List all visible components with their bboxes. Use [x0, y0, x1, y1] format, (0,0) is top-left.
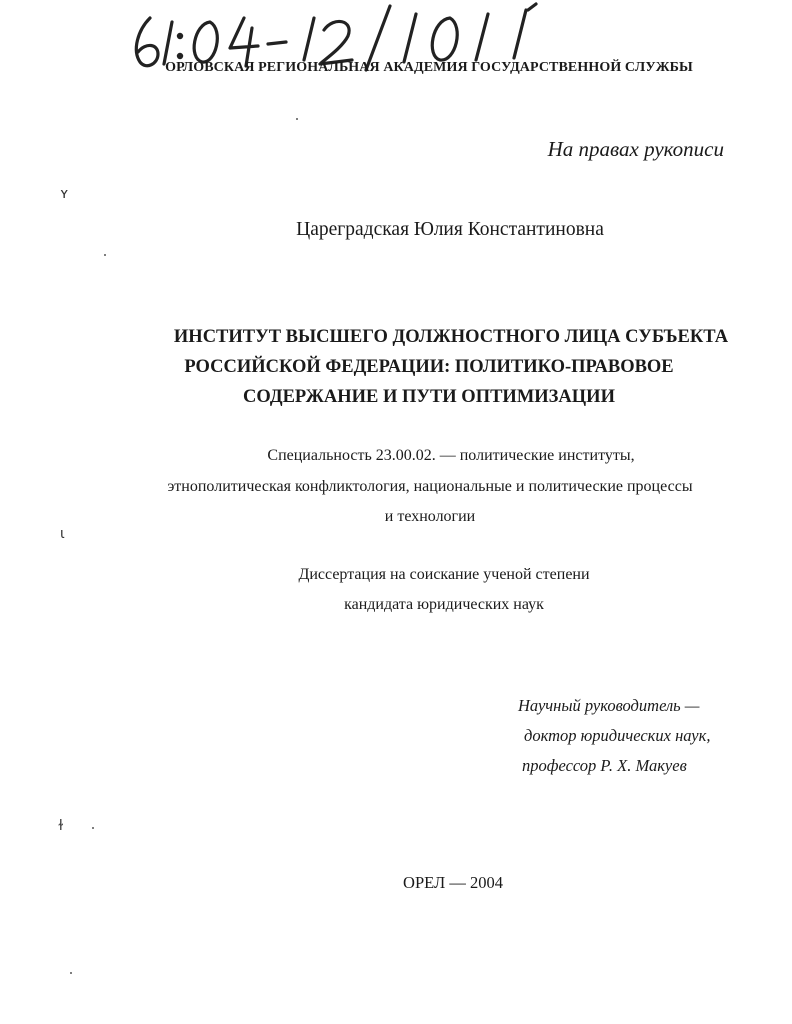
scan-speck: [104, 254, 106, 256]
scan-speck: [92, 827, 94, 829]
advisor-line-3: профессор Р. Х. Макуев: [522, 756, 687, 775]
margin-mark-icon: ɫ: [58, 818, 64, 834]
city-year-footer: ОРЕЛ — 2004: [403, 873, 503, 892]
title-line-2: РОССИЙСКОЙ ФЕДЕРАЦИИ: ПОЛИТИКО-ПРАВОВОЕ: [184, 357, 674, 377]
specialty-line-3: и технологии: [384, 508, 476, 525]
margin-mark-icon: ʏ: [60, 186, 69, 202]
title-line-3: СОДЕРЖАНИЕ И ПУТИ ОПТИМИЗАЦИИ: [243, 387, 615, 407]
dissertation-line-1: Диссертация на соискание ученой степени: [298, 566, 590, 583]
margin-mark-icon: ɩ: [60, 526, 65, 542]
advisor-line-1: Научный руководитель —: [518, 696, 700, 715]
title-line-1: ИНСТИТУТ ВЫСШЕГО ДОЛЖНОСТНОГО ЛИЦА СУБЪЕКТА: [173, 327, 729, 347]
scan-speck: [70, 972, 72, 974]
dissertation-line-2: кандидата юридических наук: [344, 596, 544, 613]
specialty-line-2: этнополитическая конфликтология, национальные и политические процессы: [167, 478, 693, 495]
rights-notice: На правах рукописи: [547, 137, 724, 161]
specialty-line-1: Специальность 23.00.02. — политические институты,: [267, 447, 635, 464]
author-name: Цареградская Юлия Константиновна: [296, 219, 604, 240]
organization-name: ОРЛОВСКАЯ РЕГИОНАЛЬНАЯ АКАДЕМИЯ ГОСУДАРСТВЕННОЙ СЛУЖБЫ: [165, 60, 693, 75]
advisor-line-2: доктор юридических наук,: [524, 726, 711, 745]
scan-speck: [296, 118, 298, 120]
